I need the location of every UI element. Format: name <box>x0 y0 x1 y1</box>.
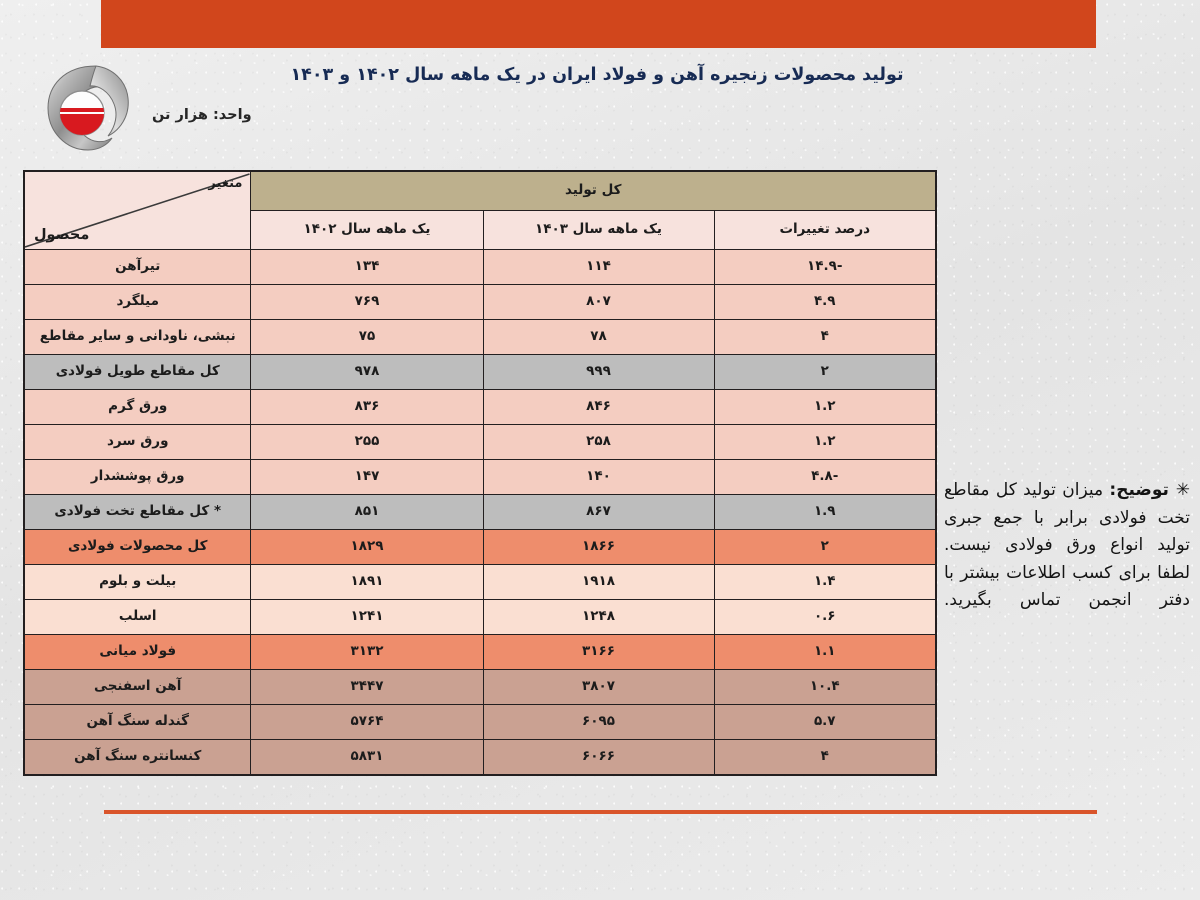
footer-rule <box>104 810 1097 814</box>
cell-year-1403: ۶۰۶۶ <box>483 740 714 775</box>
cell-product-name: ورق پوششدار <box>24 460 251 495</box>
table-row <box>24 495 936 530</box>
table-row <box>24 320 936 355</box>
cell-product-name: * کل مقاطع تخت فولادی <box>24 495 251 530</box>
cell-year-1403: ۸۶۷ <box>483 495 714 530</box>
table-row <box>24 740 936 775</box>
cell-year-1403: ۱۹۱۸ <box>483 565 714 600</box>
cell-product-name: بیلت و بلوم <box>24 565 251 600</box>
cell-year-1402: ۷۶۹ <box>251 285 483 320</box>
group-header-total-production: کل تولید <box>251 171 936 210</box>
column-header-percent-change: درصد تغییرات <box>714 210 936 249</box>
cell-year-1403: ۸۴۶ <box>483 390 714 425</box>
cell-year-1403: ۳۸۰۷ <box>483 670 714 705</box>
cell-year-1402: ۱۸۹۱ <box>251 565 483 600</box>
cell-percent-change: ۱.۲ <box>714 390 936 425</box>
production-table-wrapper <box>25 170 937 776</box>
cell-percent-change: ۱.۴ <box>714 565 936 600</box>
steel-association-logo <box>38 58 138 158</box>
table-row <box>24 670 936 705</box>
corner-variable-label: متغیر <box>208 176 243 191</box>
table-row <box>24 285 936 320</box>
cell-year-1402: ۵۷۶۴ <box>251 705 483 740</box>
cell-year-1403: ۳۱۶۶ <box>483 635 714 670</box>
column-header-year-1402: یک ماهه سال ۱۴۰۲ <box>251 210 483 249</box>
table-row <box>24 460 936 495</box>
cell-product-name: اسلب <box>24 600 251 635</box>
cell-percent-change: ۱.۲ <box>714 425 936 460</box>
cell-product-name: ورق گرم <box>24 390 251 425</box>
cell-year-1402: ۱۸۲۹ <box>251 530 483 565</box>
corner-diagonal-cell <box>24 171 251 250</box>
table-row <box>24 390 936 425</box>
table-row <box>24 250 936 285</box>
table-body <box>24 250 936 775</box>
table-row <box>24 635 936 670</box>
cell-year-1403: ۹۹۹ <box>483 355 714 390</box>
cell-year-1403: ۲۵۸ <box>483 425 714 460</box>
cell-percent-change: ۴.۹ <box>714 285 936 320</box>
cell-year-1402: ۸۵۱ <box>251 495 483 530</box>
cell-product-name: نبشی، ناودانی و سایر مقاطع <box>24 320 251 355</box>
cell-year-1402: ۱۳۴ <box>251 250 483 285</box>
cell-percent-change: ۰.۶ <box>714 600 936 635</box>
cell-year-1402: ۷۵ <box>251 320 483 355</box>
cell-year-1403: ۸۰۷ <box>483 285 714 320</box>
cell-percent-change: -۴.۸ <box>714 460 936 495</box>
cell-year-1403: ۷۸ <box>483 320 714 355</box>
cell-product-name: کنسانتره سنگ آهن <box>24 740 251 775</box>
cell-year-1402: ۱۴۷ <box>251 460 483 495</box>
corner-product-label: محصول <box>33 227 90 244</box>
cell-year-1402: ۵۸۳۱ <box>251 740 483 775</box>
table-row <box>24 565 936 600</box>
cell-year-1402: ۱۲۴۱ <box>251 600 483 635</box>
cell-year-1402: ۳۴۴۷ <box>251 670 483 705</box>
unit-label: واحد: هزار تن <box>152 107 252 123</box>
cell-product-name: میلگرد <box>24 285 251 320</box>
table-row <box>24 600 936 635</box>
cell-percent-change: ۱۰.۴ <box>714 670 936 705</box>
cell-year-1403: ۱۱۴ <box>483 250 714 285</box>
cell-year-1402: ۲۵۵ <box>251 425 483 460</box>
cell-year-1403: ۱۴۰ <box>483 460 714 495</box>
note-body-text: میزان تولید کل مقاطع تخت فولادی برابر با جمع جبری تولید انواع ورق فولادی نیست. لطفا برای کسب اطلاعات بیشتر با دفتر انجمن تماس بگیرید. <box>944 480 1190 611</box>
cell-product-name: تیرآهن <box>24 250 251 285</box>
table-row <box>24 530 936 565</box>
cell-year-1402: ۸۳۶ <box>251 390 483 425</box>
cell-percent-change: ۲ <box>714 355 936 390</box>
cell-year-1402: ۹۷۸ <box>251 355 483 390</box>
cell-percent-change: ۴ <box>714 320 936 355</box>
cell-product-name: ورق سرد <box>24 425 251 460</box>
table-row <box>24 705 936 740</box>
cell-product-name: آهن اسفنجی <box>24 670 251 705</box>
table-row <box>24 425 936 460</box>
table-row <box>24 355 936 390</box>
cell-product-name: کل محصولات فولادی <box>24 530 251 565</box>
cell-product-name: فولاد میانی <box>24 635 251 670</box>
table-head <box>24 171 936 250</box>
cell-product-name: کل مقاطع طویل فولادی <box>24 355 251 390</box>
explanatory-note <box>944 477 1190 615</box>
production-table <box>23 170 937 776</box>
table-header-group-row <box>24 171 936 210</box>
page-title: تولید محصولات زنجیره آهن و فولاد ایران در یک ماهه سال ۱۴۰۲ و ۱۴۰۳ <box>290 65 904 85</box>
cell-year-1403: ۱۲۴۸ <box>483 600 714 635</box>
top-orange-banner <box>101 0 1096 48</box>
cell-percent-change: ۵.۷ <box>714 705 936 740</box>
cell-year-1402: ۳۱۳۲ <box>251 635 483 670</box>
cell-percent-change: ۱.۱ <box>714 635 936 670</box>
cell-percent-change: -۱۴.۹ <box>714 250 936 285</box>
cell-product-name: گندله سنگ آهن <box>24 705 251 740</box>
cell-percent-change: ۲ <box>714 530 936 565</box>
column-header-year-1403: یک ماهه سال ۱۴۰۳ <box>483 210 714 249</box>
cell-year-1403: ۱۸۶۶ <box>483 530 714 565</box>
cell-percent-change: ۱.۹ <box>714 495 936 530</box>
note-lead-label: ✳ توضیح: <box>1109 480 1190 500</box>
cell-year-1403: ۶۰۹۵ <box>483 705 714 740</box>
cell-percent-change: ۴ <box>714 740 936 775</box>
